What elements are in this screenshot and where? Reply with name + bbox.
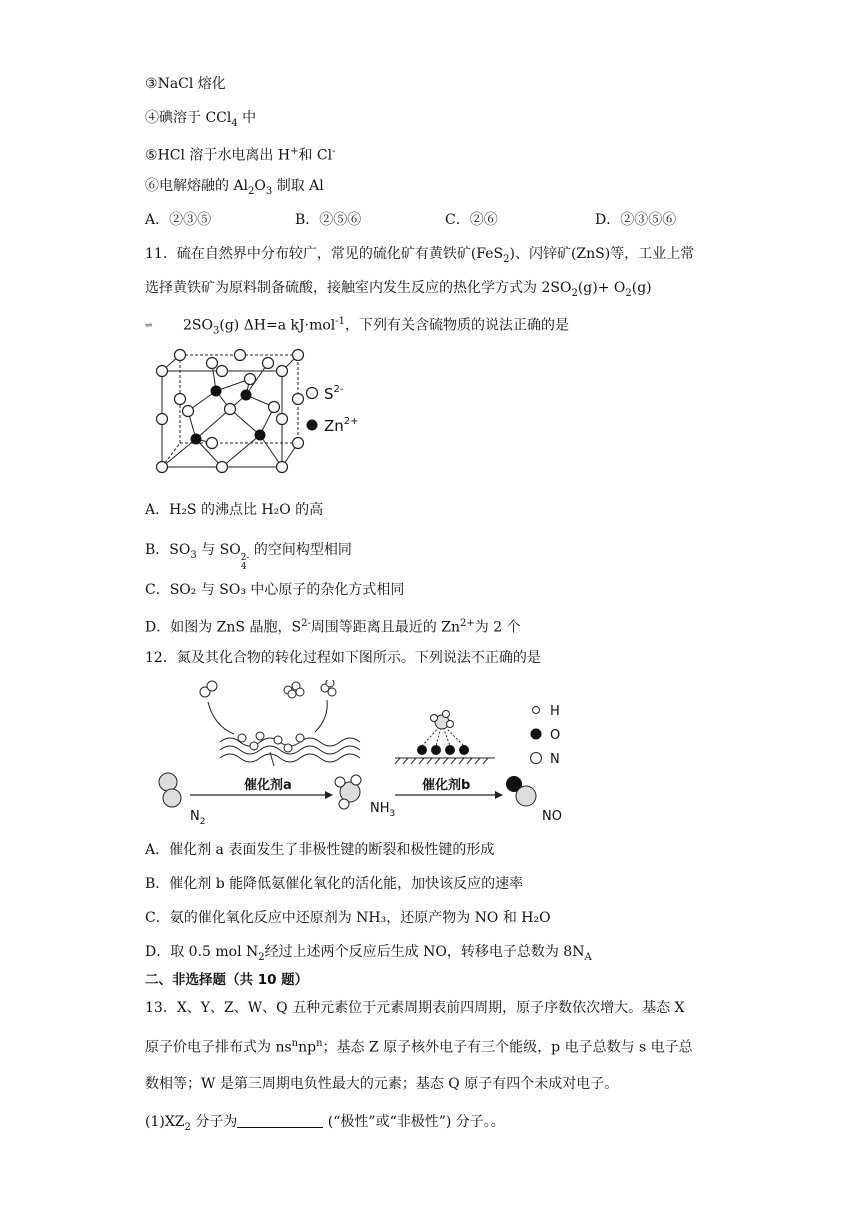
catalyst-b-label: 催化剂b <box>422 778 471 793</box>
q13-subquestion-1: $(1)XZ_2$ 分子为 (“极性”或“非极性”) 分子。。 <box>145 1114 505 1133</box>
zns-unit-cell-figure <box>150 345 370 480</box>
svg-text:S2- <box>324 384 344 403</box>
q10-option-a: A．②③⑤ <box>145 212 212 228</box>
item-5: ⑤HCl 溶于水电离出 H+和 Cl- <box>145 146 336 164</box>
q11-option-d: D．如图为 ZnS 晶胞，$S^{2-}$周围等距离且最近的 $Zn^{2+}$为 2 个 <box>145 618 521 636</box>
q10-option-b: B．②⑤⑥ <box>295 212 362 228</box>
q12-option-c: C．氨的催化氧化反应中还原剂为 NH₃，还原产物为 NO 和 H₂O <box>145 910 551 926</box>
legend-s-charge: 2- <box>333 384 344 395</box>
q11-option-b: B．$SO_3$ 与 SO 2- 4 的空间构型相同 <box>145 542 352 572</box>
legend-h-label: H <box>550 704 560 719</box>
nitrogen-conversion-diagram <box>150 680 580 825</box>
zns-unit-cell-diagram <box>150 345 370 480</box>
q13-stem-line3: 数相等；W 是第三周期电负性最大的元素；基态 Q 原子有四个未成对电子。 <box>145 1076 619 1092</box>
item-4: ④碘溶于 CCl$_4$ 中 <box>145 110 257 129</box>
q11-option-a: A．H₂S 的沸点比 H₂O 的高 <box>145 502 324 518</box>
no-label: NO <box>542 809 562 824</box>
q13-stem-line1: 13．X、Y、Z、W、Q 五种元素位于元素周期表前四周期，原子序数依次增大。基态 X <box>145 1000 685 1016</box>
q11-stem-line2: 选择黄铁矿为原料制备硫酸，接触室内发生反应的热化学方式为 $2SO_2(g)+ O_2(g)$ <box>145 280 652 299</box>
legend-s-label: S <box>324 385 334 403</box>
q12-option-d: D．取 0.5 mol $N_2$经过上述两个反应后生成 NO，转移电子总数为 $8N_A$ <box>145 944 592 963</box>
legend-o-label: O <box>550 728 561 743</box>
q10-option-d: D．②③⑤⑥ <box>595 212 677 228</box>
q12-option-a: A．催化剂 a 表面发生了非极性键的断裂和极性键的形成 <box>145 842 495 858</box>
q11-option-c: C．SO₂ 与 SO₃ 中心原子的杂化方式相同 <box>145 582 405 598</box>
answer-blank[interactable] <box>237 1113 323 1128</box>
equilibrium-arrow-icon: ⇌ <box>145 320 153 331</box>
item-6: ⑥电解熔融的 $Al_2O_3$ 制取 Al <box>145 178 324 197</box>
nh3-label: $NH_3$ <box>370 801 396 819</box>
q10-option-c: C．②⑥ <box>445 212 498 228</box>
svg-text:Zn2+ <box>324 416 359 435</box>
n2-label: $N_2$ <box>190 809 206 825</box>
legend-zn-label: Zn <box>324 417 344 435</box>
legend-zn-charge: 2+ <box>343 416 359 427</box>
q11-stem-line3: ⇌ $2SO_3(g)$ ΔH=a kJ·mol$^{-1}$，下列有关含硫物质的说法正确的是 <box>145 316 570 337</box>
q13-stem-line2: 原子价电子排布式为 $ns^nnp^n$；基态 Z 原子核外电子有三个能级，p 电子总数与 s 电子总 <box>145 1038 693 1056</box>
item-3: ③NaCl 熔化 <box>145 76 226 92</box>
section-heading: 二、非选择题（共 10 题） <box>145 972 309 988</box>
q11-stem-line1: 11．硫在自然界中分布较广，常见的硫化矿有黄铁矿(FeS$_2$)、闪锌矿(ZnS)等，工业上常 <box>145 246 695 265</box>
q12-option-b: B．催化剂 b 能降低氨催化氧化的活化能，加快该反应的速率 <box>145 876 524 892</box>
q12-stem: 12．氮及其化合物的转化过程如下图所示。下列说法不正确的是 <box>145 650 541 666</box>
legend-n-label: N <box>550 752 560 767</box>
nitrogen-conversion-figure <box>150 680 580 825</box>
catalyst-a-label: 催化剂a <box>244 778 292 793</box>
